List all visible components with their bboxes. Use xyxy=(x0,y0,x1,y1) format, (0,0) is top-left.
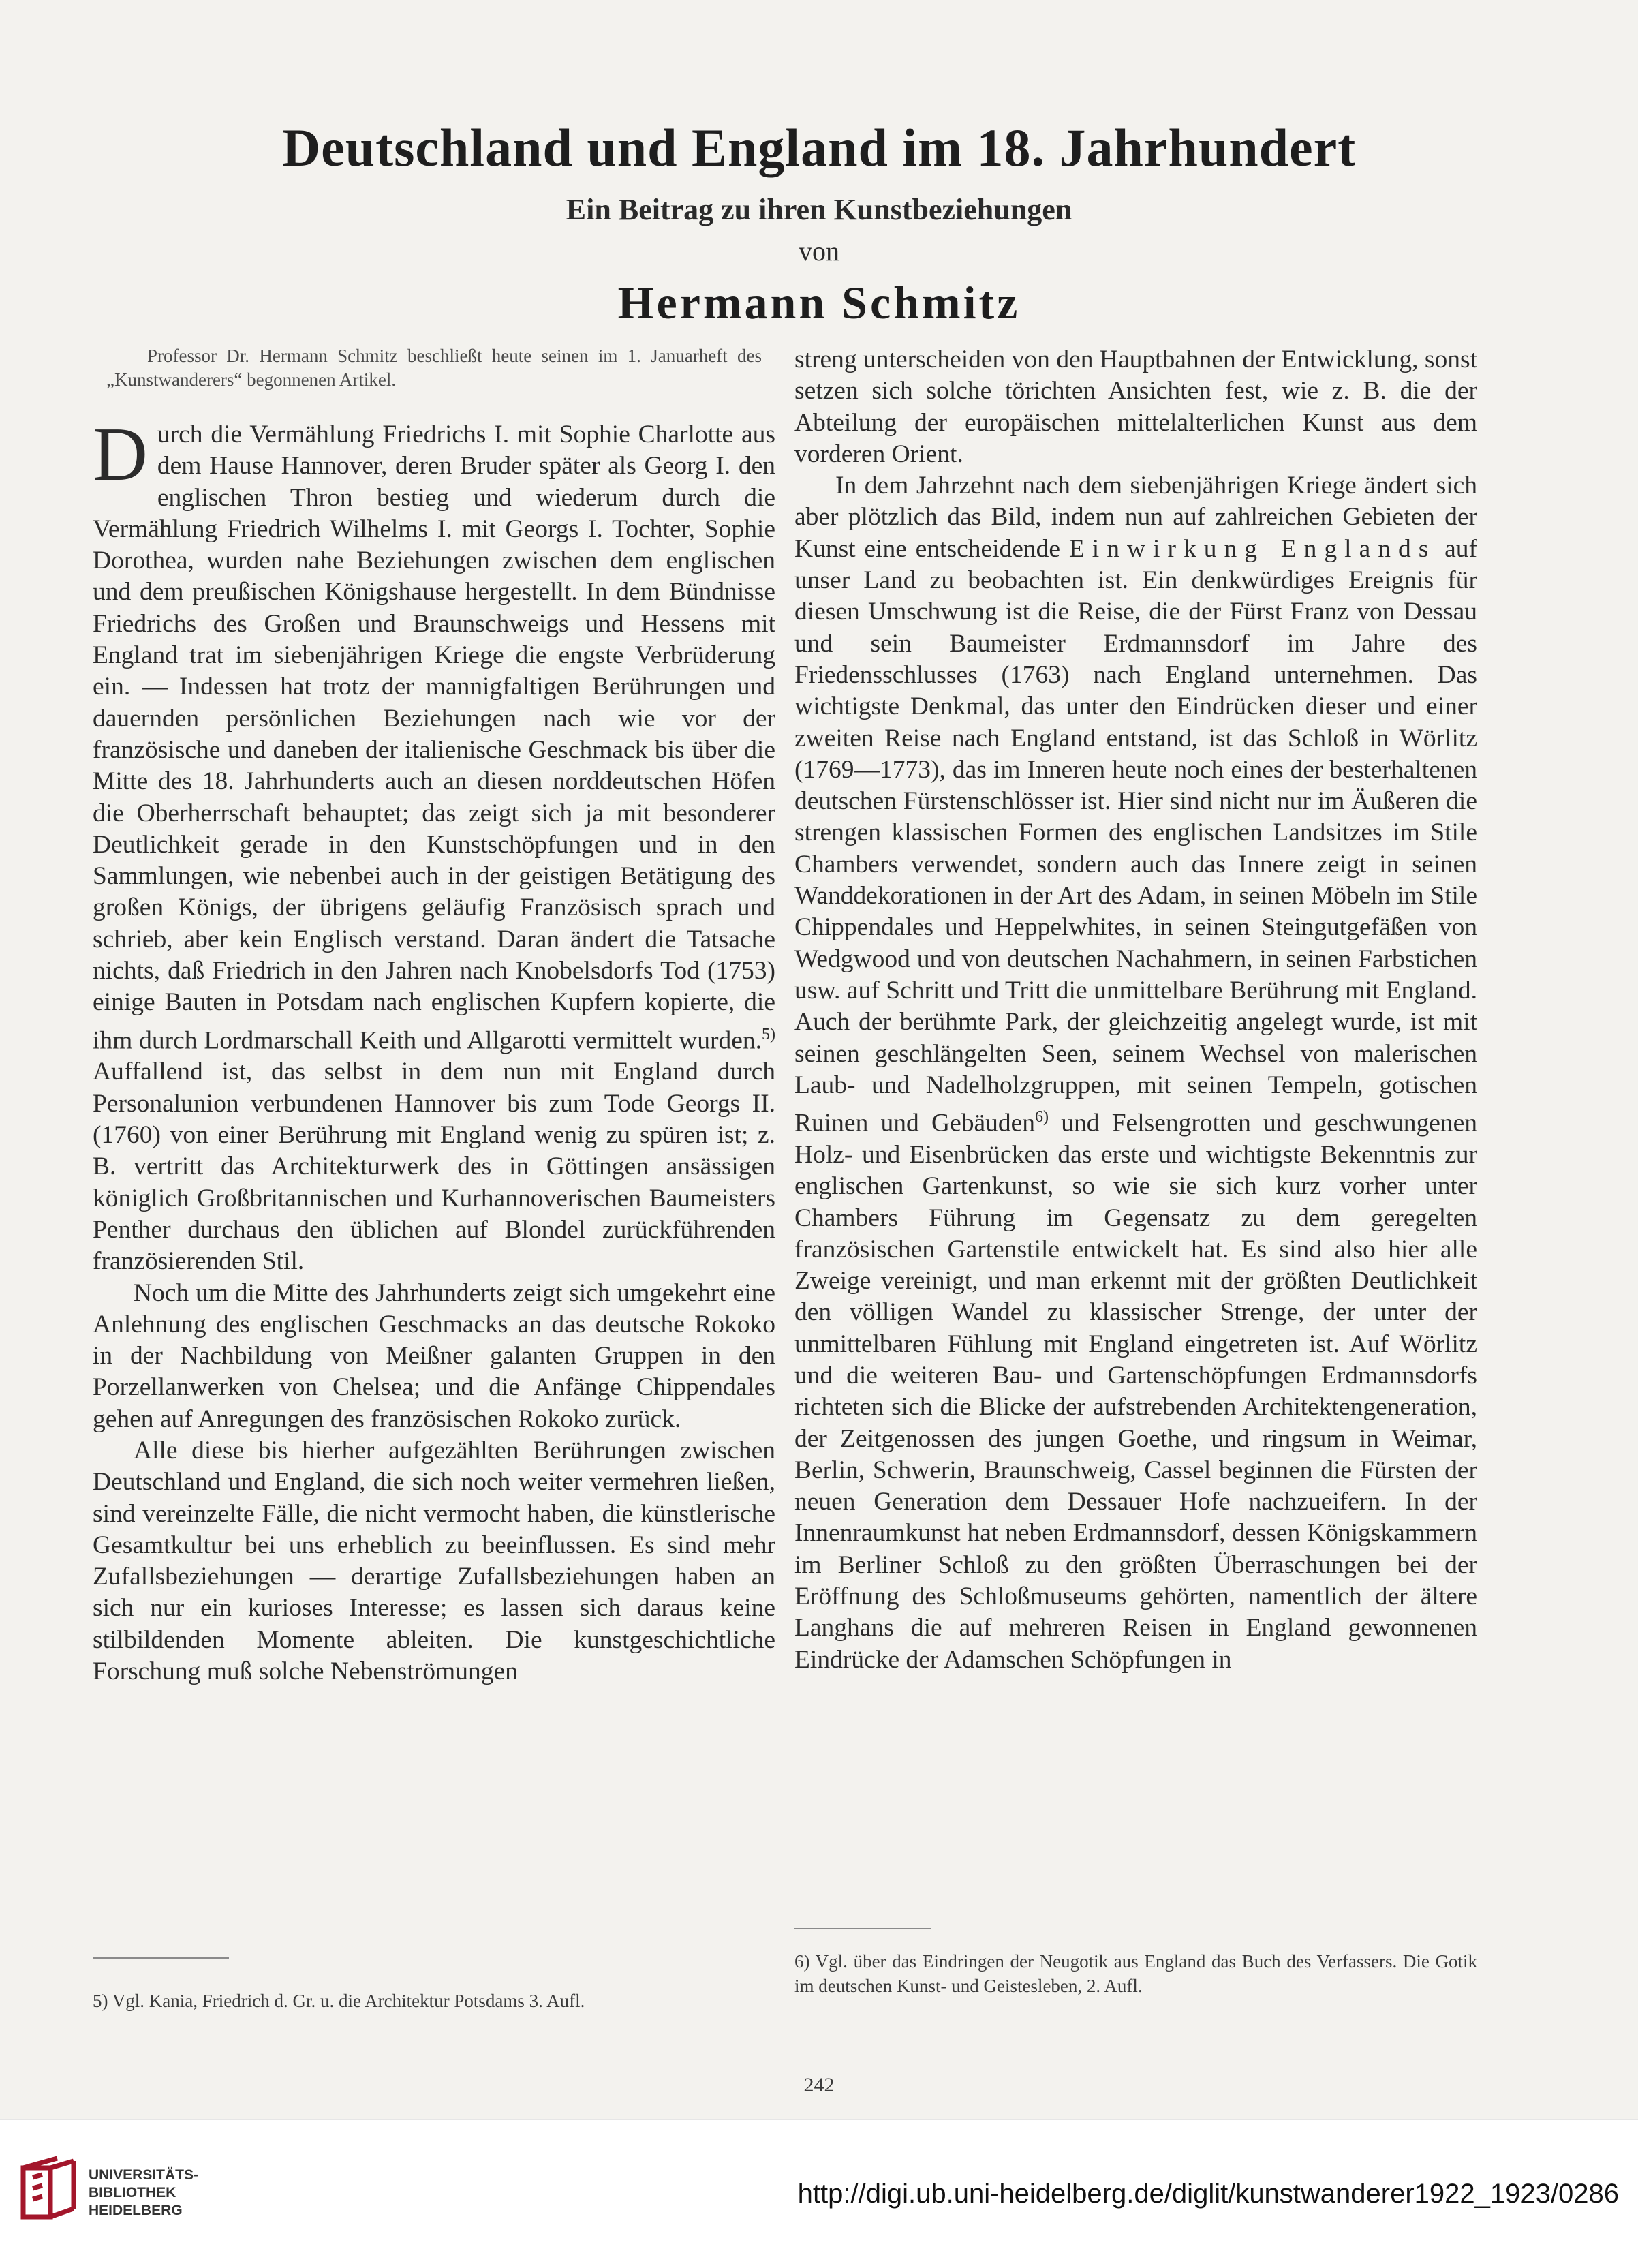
paragraph-5-text-end: und Felsengrotten und geschwungenen Holz- und Eisenbrücken das erste und wichtigste Bekenntnis zur englischen Gartenkunst, so wie sie sich kurz vorher unter Chambers Führung im Gegensatz zu dem geregelten französischen Gartenstile entwickelt hat. Es sind also hier alle Zweige vereinigt, und man erkennt mit der größten Deutlichkeit den völligen Wandel zu klassischer Strenge, der unter der unmittelbaren Fühlung mit England eingetreten ist. Auf Wörlitz und die weiteren Bau- und Gartenschöpfungen Erdmannsdorfs richteten sich die Blicke der aufstrebenden Architektengeneration, der Zeitgenossen des jungen Goethe, und ringsum in Weimar, Berlin, Schwerin, Braunschweig, Cassel beginnen die Fürsten der neuen Generation dem Dessauer Hofe nachzueifern. In der Innenraumkunst hat neben Erdmannsdorf, dessen Königskammern im Berliner Schloß zu den größten Überraschungen bei der Eröffnung des Schloßmuseums gehörten, namentlich der ältere Langhans die auf mehreren Reisen in England gewonnenen Eindrücke der Adamschen Schöpfungen in xyxy=(794,1109,1477,1674)
footnote-6: 6) Vgl. über das Eindringen der Neugotik aus England das Buch des Verfassers. Die Gotik im deutschen Kunst- und Geistesleben, 2. Aufl. xyxy=(794,1951,1477,1996)
source-url-link[interactable]: http://digi.ub.uni-heidelberg.de/diglit/kunstwanderer1922_1923/0286 xyxy=(797,2179,1619,2209)
library-logo-icon[interactable] xyxy=(18,2154,79,2222)
library-name: UNIVERSITÄTS- BIBLIOTHEK HEIDELBERG xyxy=(89,2167,199,2218)
article-title: Deutschland und England im 18. Jahrhundert xyxy=(281,118,1357,177)
library-footer xyxy=(0,2119,1638,2268)
paragraph-5-text-cont: auf unser Land zu beobachten ist. Ein denkwürdiges Ereignis für diesen Umschwung ist die Reise, die der Fürst Franz von Dessau und sein Baumeister Erdmannsdorf im Jahre des Friedensschlusses (1763) nach England unternehmen. Das wichtigste Denkmal, das unter den Eindrücken dieser und einer zweiten Reise nach England entstand, ist das Schloß in Wörlitz (1769—1773), das im Inneren heute noch eines der besterhaltenen deutschen Fürstenschlösser ist. Hier sind nicht nur im Äußeren die strengen klassischen Formen des englischen Landsitzes im Stile Chambers verwendet, sondern auch das Innere zeigt in seinen Wanddekorationen in der Art des Adam, in seinen Möbeln im Stile Chippendales und Heppelwhites, in seinen Steingutgefäßen von Wedgwood und von deutschen Nachahmern, in seinen Farbstichen usw. auf Schritt und Tritt die unmittelbare Berührung mit England. Auch der berühmte Park, der gleichzeitig angelegt wurde, ist mit seinen geschlängelten Seen, seinem Wechsel von malerischen Laub- und Nadelholzgruppen, mit seinen Tempeln, gotischen Ruinen und Gebäuden xyxy=(794,534,1477,1137)
article-subtitle: Ein Beitrag zu ihren Kunstbeziehungen xyxy=(566,193,1072,226)
article-author: Hermann Schmitz xyxy=(617,277,1021,328)
by-line: von xyxy=(799,236,839,266)
paragraph-1-text: urch die Vermählung Friedrichs I. mit Sophie Charlotte aus dem Hause Hannover, deren Bruder später als Georg I. den englischen Thron bestieg und wiederum durch die Vermählung Friedrich Wilhelms I. mit Georgs I. Tochter, Sophie Dorothea, wurden nahe Beziehungen zwischen dem englischen und dem preußischen Königshause hergestellt. In dem Bündnisse Friedrichs des Großen und Braunschweigs und Hessens mit England trat im siebenjährigen Kriege die engste Verbrüderung ein. — Indessen hat trotz der mannigfaltigen Berührungen und dauernden persönlichen Beziehungen nach wie vor der französische und daneben der italienische Geschmack bis über die Mitte des 18. Jahrhunderts auch an diesen norddeutschen Höfen die Oberherrschaft behauptet; das zeigt sich ja mit besonderer Deutlichkeit gerade in den Kunstschöpfungen und in den Sammlungen, wie nebenbei auch in der geistigen Betätigung des großen Königs, der übrigens geläufig Französisch sprach und schrieb, aber kein Englisch verstand. Daran ändert die Tatsache nichts, daß Friedrich in den Jahren nach Knobelsdorfs Tod (1753) einige Bauten in Potsdam nach englischen Kupfern kopierte, die ihm durch Lordmarschall Keith und Allgarotti vermittelt wurden. xyxy=(93,420,775,1055)
drop-cap: D xyxy=(93,412,148,497)
editor-intro: Professor Dr. Hermann Schmitz beschließt heute seinen im 1. Januarheft des „Kunstwanderers“ begonnenen Artikel. xyxy=(106,346,762,390)
paragraph-1-text-cont: Auffallend ist, das selbst in dem nun mit England durch Personalunion verbundenen Hannover bis zum Tode Georgs II. (1760) von einer Berührung mit England wenig zu spüren ist; z. B. vertritt das Architekturwerk des in Göttingen ansässigen königlich Großbritannischen und Kurhannoverischen Baumeisters Penther durchaus den üblichen auf Blondel zurückführenden französierenden Stil. xyxy=(93,1058,775,1276)
paragraph-5-text: In dem Jahrzehnt nach dem siebenjährigen Kriege ändert sich aber plötzlich das Bild, indem nun auf zahlreichen Gebieten der Kunst eine entscheidende xyxy=(794,472,1477,563)
paragraph-4: streng unterscheiden von den Hauptbahnen der Entwicklung, sonst setzen sich solche törichten Ansichten fest, wie z. B. die der Abteilung der europäischen mittelalterlichen Kunst aus dem vorderen Orient. xyxy=(794,346,1477,468)
paragraph-1 xyxy=(93,412,775,1278)
page-number: 242 xyxy=(803,2074,835,2096)
footnote-rule-right xyxy=(794,1928,931,1929)
footnote-ref-5[interactable]: 5) xyxy=(762,1025,775,1043)
right-column xyxy=(794,344,1477,1676)
emphasis-text: Einwirkung Englands xyxy=(1068,534,1436,563)
paragraph-3: Alle diese bis hierher aufgezählten Berührungen zwischen Deutschland und England, die sich noch weiter vermehren ließen, sind vereinzelte Fälle, die nicht vermocht haben, die künstlerische Gesamtkultur bei uns erheblich zu beeinflussen. Es sind mehr Zufallsbeziehungen — derartige Zufallsbeziehungen haben an sich nur ein kurioses Interesse; es lassen sich daraus keine stilbildenden Momente ableiten. Die kunstgeschichtliche Forschung muß solche Nebenströmungen xyxy=(93,1437,775,1686)
footnote-ref-6[interactable]: 6) xyxy=(1035,1108,1049,1127)
paragraph-5 xyxy=(794,470,1477,1676)
footnote-5: 5) Vgl. Kania, Friedrich d. Gr. u. die Architektur Potsdams 3. Aufl. xyxy=(93,1991,585,2011)
paragraph-2: Noch um die Mitte des Jahrhunderts zeigt sich umgekehrt eine Anlehnung des englischen Geschmacks an das deutsche Rokoko in der Nachbildung von Meißner galanten Gruppen in den Porzellanwerken von Chelsea; und die Anfänge Chippendales gehen auf Anregungen des französischen Rokoko zurück. xyxy=(93,1278,775,1433)
footnote-rule-left xyxy=(93,1957,229,1959)
left-column xyxy=(93,344,775,1687)
